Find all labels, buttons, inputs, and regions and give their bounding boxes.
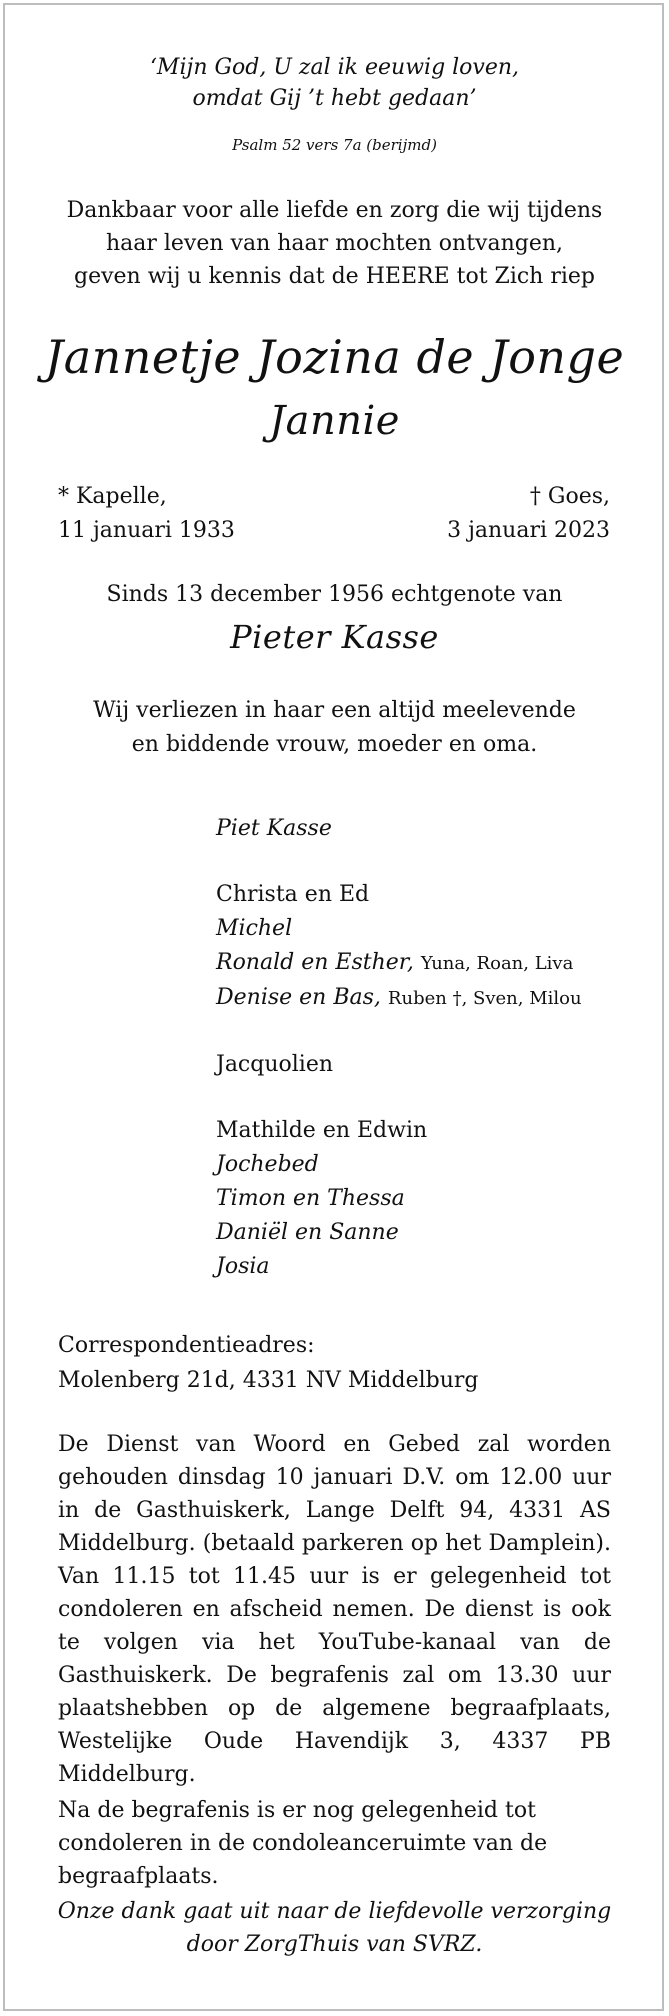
grandchild-name: Timon en Thessa: [216, 1186, 405, 1211]
grandchild-name: [216, 981, 582, 1016]
spouse-name: Pieter Kasse: [230, 618, 439, 656]
dagger-icon: †: [529, 484, 541, 509]
bible-verse: [0, 52, 669, 114]
birth-date: 11 januari 1933: [58, 518, 235, 543]
death-place: Goes,: [547, 484, 610, 509]
loss-line-1: Wij verliezen in haar een altijd meelevende: [93, 698, 576, 723]
grandchild-name: Jochebed: [216, 1152, 319, 1177]
correspondence-address-line: Molenberg 21d, 4331 NV Middelburg: [58, 1368, 479, 1393]
thanks-text: [0, 1895, 669, 1961]
intro-line-1: Dankbaar voor alle liefde en zorg die wij tijdens: [66, 198, 603, 223]
death-info: [447, 480, 610, 548]
death-date: 3 januari 2023: [447, 518, 610, 543]
birth-info: [58, 480, 235, 548]
deceased-full-name: Jannetje Jozina de Jonge: [44, 330, 625, 384]
family-group-parents: Mathilde en Edwin: [216, 1118, 428, 1143]
grandchild-couple: Ronald en Esther,: [216, 950, 414, 975]
service-details: De Dienst van Woord en Gebed zal worden gehouden dinsdag 10 januari D.V. om 12.00 uur in de Gasthuiskerk, Lange Delft 94, 4331 AS Middelburg. (betaald parkeren op het Damplein). Van 11.15 tot 11.45 uur is er gelegenheid tot condoleren en afscheid nemen. De dienst is ook te volgen via het YouTube-kanaal van de Gasthuiskerk. De begrafenis zal om 13.30 uur plaatshebben op de algemene begraafplaats, Westelijke Oude Havendijk 3, 4337 PB Middelburg.: [58, 1432, 611, 1787]
correspondence-label: Correspondentieadres:: [58, 1333, 315, 1358]
dagger-icon: †: [452, 988, 462, 1009]
great-grandchildren: [388, 988, 582, 1009]
grandchild-name: Josia: [216, 1254, 270, 1279]
verse-line-2: omdat Gij ’t hebt gedaan’: [192, 86, 477, 111]
deceased-nickname: Jannie: [269, 398, 400, 444]
family-list: [216, 812, 582, 1284]
great-grandchild-names: , Sven, Milou: [461, 988, 582, 1009]
loss-line-2: en biddende vrouw, moeder en oma.: [131, 732, 538, 757]
loss-text: [0, 694, 669, 762]
verse-reference: Psalm 52 vers 7a (berijmd): [232, 136, 437, 154]
intro-line-2: haar leven van haar mochten ontvangen,: [105, 231, 564, 256]
marriage-text: Sinds 13 december 1956 echtgenote van: [106, 582, 563, 607]
correspondence-address: [58, 1328, 479, 1398]
thanks-line-1: Onze dank gaat uit naar de liefdevolle verzorging: [57, 1899, 612, 1924]
thanks-line-2: door ZorgThuis van SVRZ.: [186, 1932, 483, 1957]
grandchild-name: [216, 946, 582, 981]
great-grandchildren: Yuna, Roan, Liva: [420, 953, 574, 974]
grandchild-name: Daniël en Sanne: [216, 1220, 399, 1245]
family-member-name: Jacquolien: [216, 1052, 334, 1077]
birth-place: * Kapelle,: [58, 484, 167, 509]
family-group-parents: Christa en Ed: [216, 882, 370, 907]
intro-text: [0, 194, 669, 293]
verse-line-1: ‘Mijn God, U zal ik eeuwig loven,: [149, 55, 520, 80]
after-funeral-text: Na de begrafenis is er nog gelegenheid tot condoleren in de condoleanceruimte van de begraafplaats.: [58, 1798, 548, 1889]
great-grandchild-name: Ruben: [387, 988, 447, 1009]
grandchild-couple: Denise en Bas,: [216, 985, 381, 1010]
husband-name: Piet Kasse: [216, 816, 332, 841]
intro-line-3: geven wij u kennis dat de HEERE tot Zich riep: [74, 264, 595, 289]
grandchild-name: Michel: [216, 916, 293, 941]
